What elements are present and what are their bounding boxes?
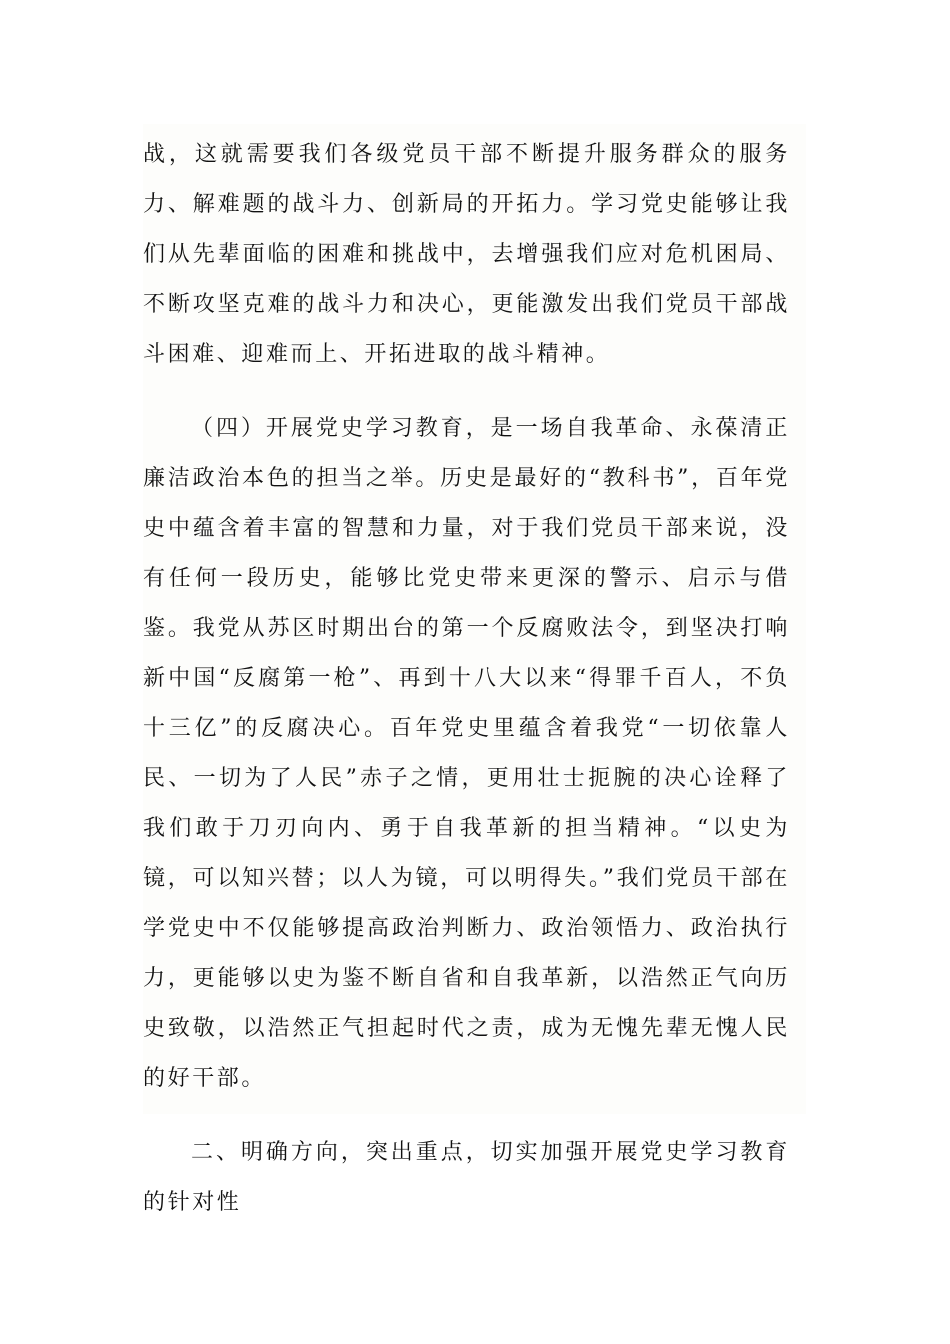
document-text-block: [143, 124, 806, 1215]
section-heading-two: 二、明确方向，突出重点，切实加强开展党史学习教育的针对性: [143, 1140, 790, 1215]
paragraph-continuation: 战，这就需要我们各级党员干部不断提升服务群众的服务力、解难题的战斗力、创新局的开拓力。学习党史能够让我们从先辈面临的困难和挑战中，去增强我们应对危机困局、不断攻坚克难的战斗力和决心，更能激发出我们党员干部战斗困难、迎难而上、开拓进取的战斗精神。: [143, 142, 790, 367]
paragraph-section-four: （四）开展党史学习教育，是一场自我革命、永葆清正廉洁政治本色的担当之举。历史是最好的“教科书”，百年党史中蕴含着丰富的智慧和力量，对于我们党员干部来说，没有任何一段历史，能够比党史带来更深的警示、启示与借鉴。我党从苏区时期出台的第一个反腐败法令，到坚决打响新中国“反腐第一枪”、再到十八大以来“得罪千百人，不负十三亿”的反腐决心。百年党史里蕴含着我党“一切依靠人民、一切为了人民”赤子之情，更用壮士扼腕的决心诠释了我们敢于刀刃向内、勇于自我革新的担当精神。“以史为镜，可以知兴替；以人为镜，可以明得失。”我们党员干部在学党史中不仅能够提高政治判断力、政治领悟力、政治执行力，更能够以史为鉴不断自省和自我革新，以浩然正气向历史致敬，以浩然正气担起时代之责，成为无愧先辈无愧人民的好干部。: [143, 416, 790, 1091]
